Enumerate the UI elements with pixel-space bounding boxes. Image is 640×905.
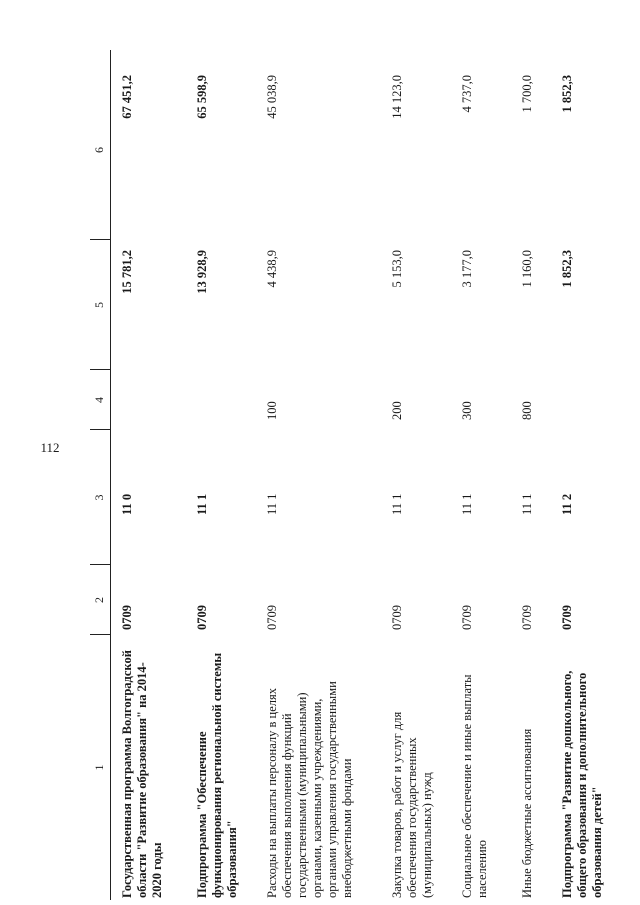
row-code: 0709 [390,605,404,630]
header-col-6: 6 [92,147,106,153]
row-name: Расходы на выплаты персоналу в целях обеспечения выполнения функций государственными (муниципальными) органами, казенными учреждениями, органами управления государственными внебюджетными фондами [265,681,354,898]
row-target: 11 1 [265,493,279,515]
row-type: 300 [460,401,474,420]
row-sum5: 1 852,3 [560,250,574,288]
row-sum6: 1 852,3 [560,75,574,113]
row-name: Подпрограмма "Обеспечение функционирования региональной системы образования" [195,652,239,898]
row-sum6: 4 737,0 [460,75,474,113]
row-sum5: 4 438,9 [265,250,279,288]
row-sum5: 1 160,0 [520,250,534,288]
row-code: 0709 [265,605,279,630]
row-sum5: 15 781,2 [120,250,134,294]
row-sum6: 45 038,9 [265,75,279,119]
row-target: 11 2 [560,493,574,515]
row-target: 11 0 [120,493,134,515]
row-sum6: 67 451,2 [120,75,134,119]
row-type: 200 [390,401,404,420]
row-code: 0709 [520,605,534,630]
row-code: 0709 [560,605,574,630]
row-type: 800 [520,401,534,420]
row-name: Государственная программа Волгоградской области "Развитие образования" на 2014-2020 годы [120,650,164,898]
row-sum5: 13 928,9 [195,250,209,294]
rotated-table-sheet [90,50,620,900]
header-col-5: 5 [92,302,106,308]
row-sum6: 14 123,0 [390,75,404,119]
row-name: Социальное обеспечение и иные выплаты населению [460,674,489,898]
row-target: 11 1 [460,493,474,515]
row-name: Иные бюджетные ассигнования [520,728,534,898]
row-sum6: 65 598,9 [195,75,209,119]
header-col-2: 2 [92,597,106,603]
row-name: Подпрограмма "Развитие дошкольного, общего образования и дополнительного образования детей" [560,670,604,898]
row-type: 100 [265,401,279,420]
row-name: Закупка товаров, работ и услуг для обеспечения государственных (муниципальных) нужд [390,711,434,898]
row-code: 0709 [195,605,209,630]
page-number: 112 [40,440,60,455]
row-code: 0709 [460,605,474,630]
row-sum5: 3 177,0 [460,250,474,288]
row-sum5: 5 153,0 [390,250,404,288]
header-col-3: 3 [92,494,106,501]
row-target: 11 1 [195,493,209,515]
header-col-1: 1 [92,764,106,771]
header-col-4: 4 [92,397,106,403]
row-target: 11 1 [390,493,404,515]
row-code: 0709 [120,605,134,630]
table-header [90,50,111,900]
row-target: 11 1 [520,493,534,515]
row-sum6: 1 700,0 [520,75,534,113]
